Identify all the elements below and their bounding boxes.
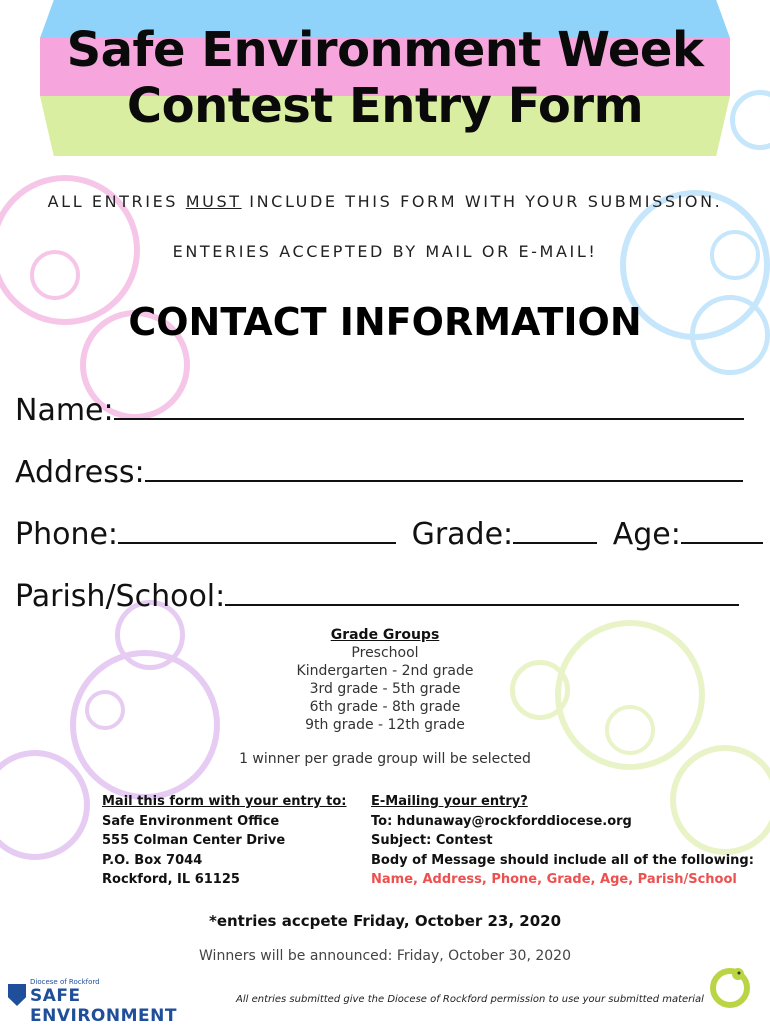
logo-text: SAFE ENVIRONMENT — [30, 986, 177, 1026]
email-subject: Subject: Contest — [371, 833, 493, 848]
mail-line: Safe Environment Office — [102, 813, 280, 829]
grade-groups — [0, 626, 770, 734]
parish-label: Parish/School: — [15, 579, 226, 614]
grade-input-line[interactable] — [513, 514, 597, 544]
phone-grade-age-row — [15, 514, 763, 552]
parish-field — [15, 576, 739, 614]
age-input-line[interactable] — [681, 514, 763, 544]
accepted-notice: ENTERIES ACCEPTED BY MAIL OR E-MAIL! — [172, 242, 598, 261]
grade-groups-heading: Grade Groups — [330, 627, 440, 643]
mail-line: 555 Colman Center Drive — [102, 833, 286, 848]
email-body-instruction: Body of Message should include all of the following: — [371, 852, 754, 868]
parish-input-line[interactable] — [225, 576, 739, 606]
page-title: Safe Environment Week — [66, 22, 704, 78]
shield-icon — [8, 984, 26, 1006]
address-input-line[interactable] — [145, 452, 743, 482]
email-instructions — [371, 792, 754, 890]
deadline-note: *entries accpete Friday, October 23, 2020 — [208, 912, 562, 930]
email-required-fields: Name, Address, Phone, Grade, Age, Parish/School — [371, 872, 737, 887]
announcement-note: Winners will be announced: Friday, October 30, 2020 — [199, 948, 571, 964]
grade-group-item: 6th grade - 8th grade — [309, 699, 461, 715]
address-label: Address: — [15, 455, 145, 490]
mail-instructions — [102, 792, 347, 890]
email-heading: E-Mailing your entry? — [371, 794, 528, 809]
address-field — [15, 452, 743, 490]
mail-line: P.O. Box 7044 — [102, 852, 203, 868]
permission-note: All entries submitted give the Diocese of Rockford permission to use your submitted material — [236, 994, 704, 1005]
contact-heading: CONTACT INFORMATION — [128, 300, 642, 344]
safe-environment-logo — [8, 978, 198, 1026]
grade-group-item: 3rd grade - 5th grade — [309, 681, 461, 697]
name-field — [15, 390, 744, 428]
name-label: Name: — [15, 393, 114, 428]
age-label: Age: — [612, 517, 681, 552]
grade-group-item: Preschool — [351, 645, 419, 661]
phone-label: Phone: — [15, 517, 119, 552]
grade-label: Grade: — [411, 517, 514, 552]
grade-group-item: 9th grade - 12th grade — [305, 717, 465, 733]
name-input-line[interactable] — [114, 390, 744, 420]
mail-line: Rockford, IL 61125 — [102, 872, 240, 887]
mascot-icon — [708, 964, 752, 1008]
logo-small-text: Diocese of Rockford — [30, 978, 100, 986]
page-subtitle: Contest Entry Form — [126, 78, 644, 134]
email-to: To: hdunaway@rockforddiocese.org — [371, 813, 632, 829]
must-include-notice: ALL ENTRIES MUST INCLUDE THIS FORM WITH YOUR SUBMISSION. — [47, 192, 723, 211]
phone-input-line[interactable] — [118, 514, 396, 544]
winner-note: 1 winner per grade group will be selected — [239, 751, 531, 767]
grade-group-item: Kindergarten - 2nd grade — [296, 663, 474, 679]
mail-heading: Mail this form with your entry to: — [102, 794, 347, 809]
